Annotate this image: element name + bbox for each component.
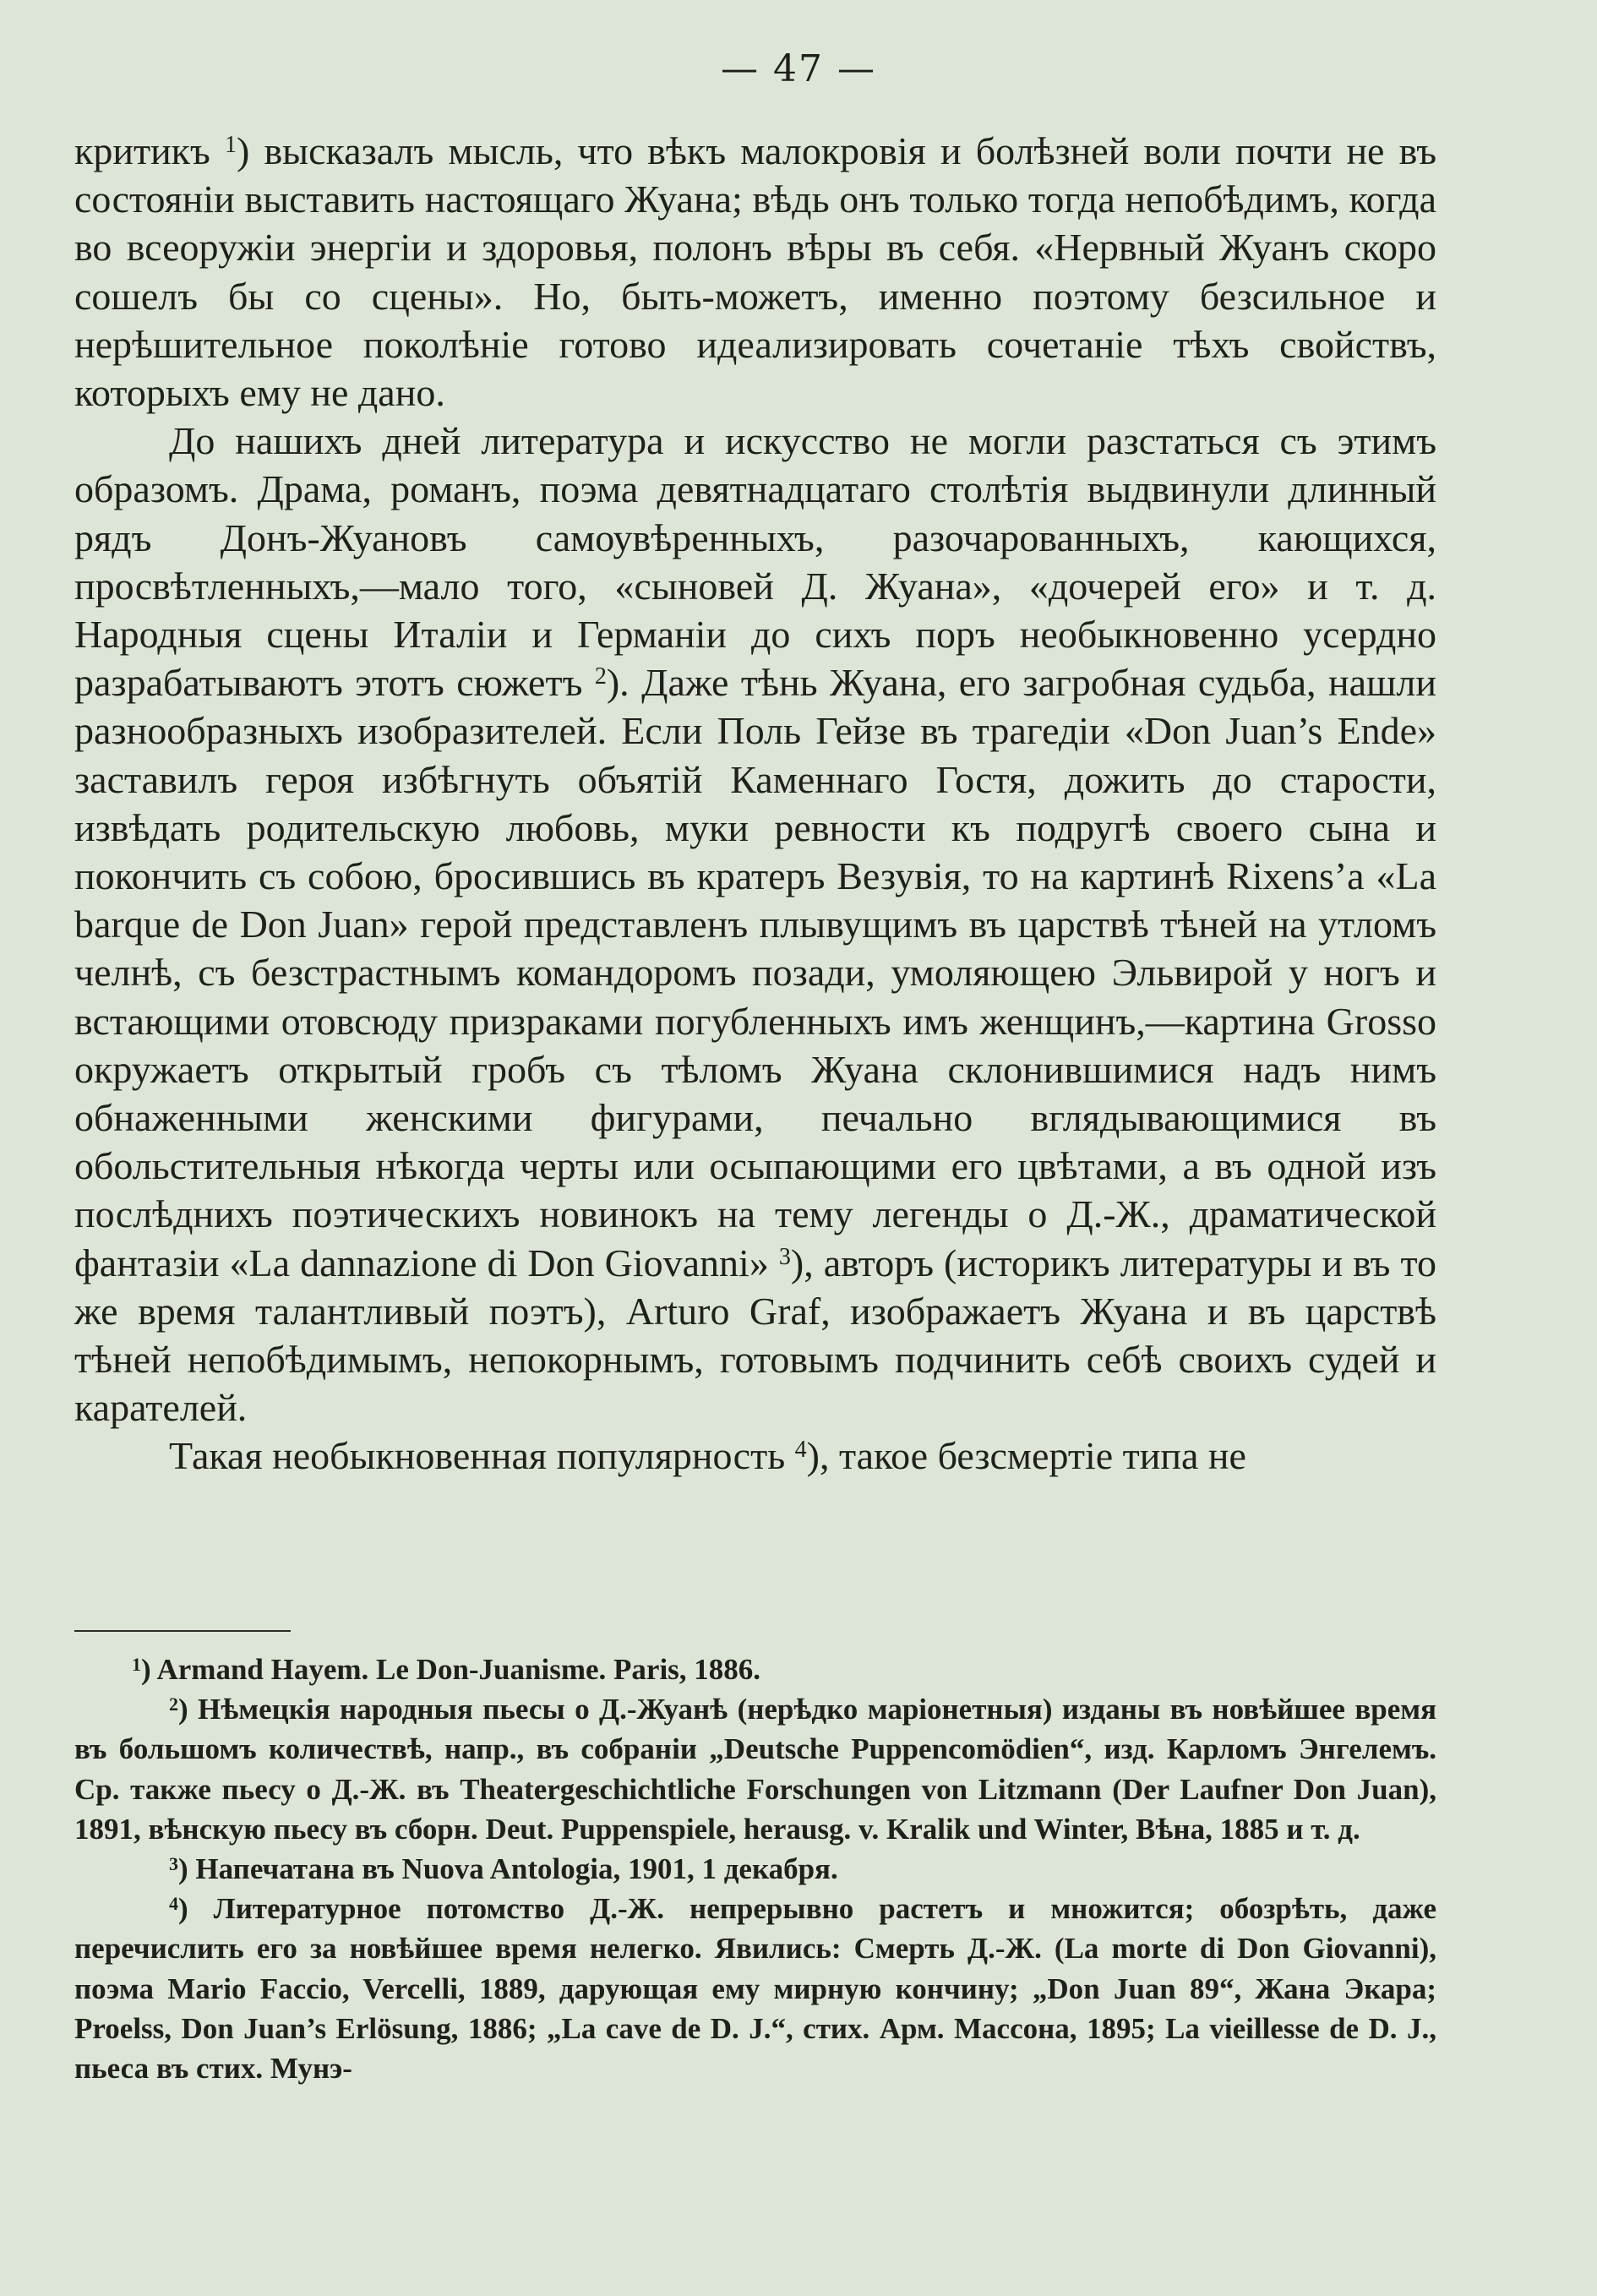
main-text	[74, 127, 1436, 1481]
footnote-text: ) Напечатана въ Nuova Antologia, 1901, 1 декабря.	[178, 1852, 838, 1886]
footnote	[74, 1849, 1436, 1889]
footnote-text: ) Armand Hayem. Le Don-Juanisme. Paris, 1886.	[141, 1653, 761, 1686]
text-run: ), такое безсмертіе типа не	[806, 1434, 1246, 1478]
text-run: До нашихъ дней литература и искусство не могли разстаться съ этимъ образомъ. Драма, романъ, поэма девятнадцатаго столѣтія выдвинули длинный рядъ Донъ-Жуановъ самоувѣренныхъ, разочарованныхъ, кающихся, просвѣтленныхъ,—мало того, «сыновей Д. Жуана», «дочерей его» и т. д. Народныя сцены Италіи и Германіи до сихъ поръ необыкновенно усердно разрабатываютъ этотъ сюжетъ	[74, 419, 1436, 705]
text-run: ), авторъ (историкъ литературы и въ то же время талантливый поэтъ), Arturo Graf, изображаетъ Жуана и въ царствѣ тѣней непобѣдимымъ, непокорнымъ, готовымъ подчинить себѣ своихъ судей и карателей.	[74, 1241, 1437, 1430]
footnote-text: ) Нѣмецкія народныя пьесы о Д.-Жуанѣ (нерѣдко маріонетныя) изданы въ новѣйшее время въ большомъ количествѣ, напр., въ собраніи „Deutsche Puppencomödien“, изд. Карломъ Энгелемъ. Ср. также пьесу о Д.-Ж. въ Theatergeschichtliche Forschungen von Litzmann (Der Laufner Don Juan), 1891, вѣнскую пьесу въ сборн. Deut. Puppenspiele, herausg. v. Kralik und Winter, Вѣна, 1885 и т. д.	[74, 1693, 1436, 1846]
text-run: критикъ	[74, 129, 225, 172]
footnote-mark: 1	[132, 1654, 141, 1675]
footnotes	[74, 1650, 1436, 2088]
footnote-separator	[74, 1630, 291, 1632]
paragraph	[74, 417, 1436, 1432]
footnote-mark: 3	[169, 1853, 178, 1875]
page-number: — 47 —	[721, 47, 876, 90]
footnote-ref: 2	[594, 663, 607, 690]
text-run: ). Даже тѣнь Жуана, его загробная судьба, нашли разнообразныхъ изобразителей. Если Поль Гейзе въ трагедіи «Don Juan’s Ende» заставилъ героя избѣгнуть объятій Каменнаго Гостя, дожить до старости, извѣдать родительскую любовь, муки ревности къ подругѣ своего сына и покончить съ собою, бросившись въ кратеръ Везувія, то на картинѣ Rixens’a «La barque de Don Juan» герой представленъ плывущимъ въ царствѣ тѣней на утломъ челнѣ, съ безстрастнымъ командоромъ позади, умоляющею Эльвирой у ногъ и встающими отовсюду призраками погубленныхъ имъ женщинъ,—картина Grosso окружаетъ открытый гробъ съ тѣломъ Жуана склонившимися надъ нимъ обнаженными женскими фигурами, печально вглядывающимися въ обольстительныя нѣкогда черты или осыпающими его цвѣтами, а въ одной изъ послѣднихъ поэтическихъ новинокъ на тему легенды о Д.-Ж., драматической фантазіи «La dannazione di Don Giovanni»	[74, 661, 1436, 1284]
footnote-ref: 3	[778, 1243, 791, 1270]
footnote-text: ) Литературное потомство Д.-Ж. непрерывно растетъ и множится; обозрѣть, даже перечислить его за новѣйшее время нелегко. Явились: Смерть Д.-Ж. (La morte di Don Giovanni), поэма Mario Faccio, Vercelli, 1889, дарующая ему мирную кончину; „Don Juan 89“, Жана Экара; Proelss, Don Juan’s Erlösung, 1886; „La cave de D. J.“, стих. Арм. Массона, 1895; La vieillesse de D. J., пьеса въ стих. Мунэ-	[74, 1892, 1436, 2086]
text-run: ) высказалъ мысль, что вѣкъ малокровія и болѣзней воли почти не въ состояніи выставить настоящаго Жуана; вѣдь онъ только тогда непобѣдимъ, когда во всеоружіи энергіи и здоровья, полонъ вѣры въ себя. «Нервный Жуанъ скоро сошелъ бы со сцены». Но, быть-можетъ, именно поэтому безсильное и нерѣшительное поколѣніе готово идеализировать сочетаніе тѣхъ свойствъ, которыхъ ему не дано.	[74, 129, 1436, 415]
text-run: Такая необыкновенная популярность	[169, 1434, 795, 1478]
footnote-ref: 4	[794, 1437, 807, 1464]
paragraph	[74, 1432, 1436, 1480]
footnote	[74, 1650, 1436, 1689]
footnote-mark: 2	[169, 1693, 178, 1715]
footnote	[74, 1689, 1436, 1849]
footnote	[74, 1889, 1436, 2088]
footnote-ref: 1	[224, 132, 237, 158]
footnote-mark: 4	[169, 1893, 178, 1915]
paragraph	[74, 127, 1436, 417]
